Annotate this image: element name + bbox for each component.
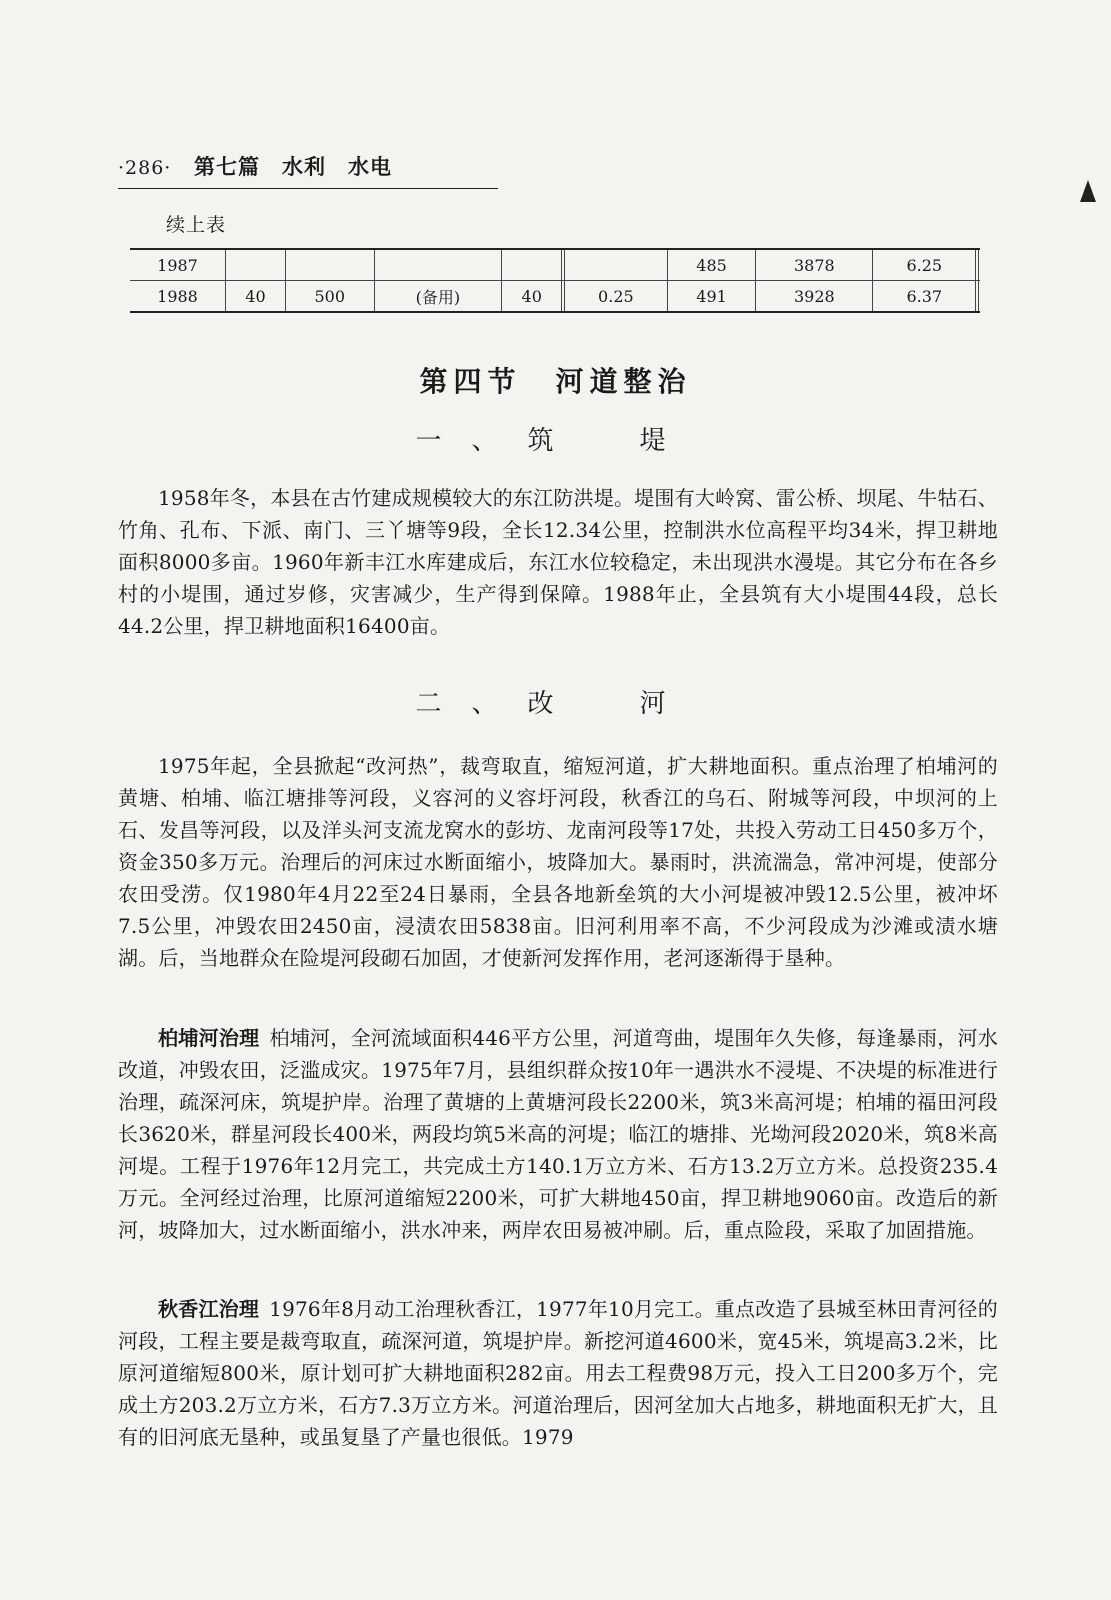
paragraph-lead-qiuxiang: 秋香江治理 — [158, 1297, 260, 1321]
table-cell — [564, 249, 667, 281]
table-row — [130, 249, 980, 281]
table-row — [130, 281, 980, 313]
paragraph-qiuxiang-river — [118, 1293, 998, 1453]
table-cell: 6.25 — [873, 249, 976, 281]
paragraph-river-diversion: 1975年起，全县掀起“改河热”，裁弯取直，缩短河道，扩大耕地面积。重点治理了柏埔河的黄塘、柏埔、临江塘排等河段，义容河的义容圩河段，秋香江的乌石、附城等河段，中坝河的上石、发昌等河段，以及洋头河支流龙窝水的彭坊、龙南河段等17处，共投入劳动工日450多万个，资金350多万元。治理后的河床过水断面缩小，坡降加大。暴雨时，洪流湍急，常冲河堤，使部分农田受涝。仅1980年4月22至24日暴雨，全县各地新垒筑的大小河堤被冲毁12.5公里，被冲坏7.5公里，冲毁农田2450亩，浸渍农田5838亩。旧河利用率不高，不少河段成为沙滩或渍水塘湖。后，当地群众在险堤河段砌石加固，才使新河发挥作用，老河逐渐得于垦种。 — [118, 754, 998, 970]
table-cell — [374, 249, 502, 281]
subsection-title-river-diversion: 二、改 河 — [415, 689, 696, 719]
table-cell: 3878 — [756, 249, 873, 281]
table-cell: 40 — [502, 281, 562, 313]
paragraph-lead-baipu: 柏埔河治理 — [158, 1026, 260, 1050]
table-cell: 6.37 — [873, 281, 976, 313]
table-cell: 1988 — [130, 281, 226, 313]
table-cell: 500 — [285, 281, 374, 313]
table-cell: 3928 — [756, 281, 873, 313]
table-cell — [979, 281, 981, 313]
chapter-title: 第七篇 水利 水电 — [194, 154, 393, 179]
table-cell — [226, 249, 286, 281]
table-cell — [979, 249, 981, 281]
running-header — [118, 152, 498, 189]
paragraph-body-qiuxiang: 1976年8月动工治理秋香江，1977年10月完工。重点改造了县城至林田青河径的河段，工程主要是裁弯取直，疏深河道，筑堤护岸。新挖河道4600米，宽45米，筑堤高3.2米，比原河道缩短800米，原计划可扩大耕地面积282亩。用去工程费98万元，投入工日200多万个，完成土方203.2万立方米，石方7.3万立方米。河道治理后，因河坌加大占地多，耕地面积无扩大，且有的旧河底无垦种，或虽复垦了产量也很低。1979 — [118, 1297, 998, 1449]
page-number: ·286· — [118, 157, 172, 179]
table-cell: 1987 — [130, 249, 226, 281]
data-table — [130, 248, 980, 313]
paragraph-embankment: 1958年冬，本县在古竹建成规模较大的东江防洪堤。堤围有大岭窝、雷公桥、坝尾、牛牯石、竹角、孔布、下派、南门、三丫塘等9段，全长12.34公里，控制洪水位高程平均34米，捍卫耕地面积8000多亩。1960年新丰江水库建成后，东江水位较稳定，未出现洪水漫堤。其它分布在各乡村的小堤围，通过岁修，灾害减少，生产得到保障。1988年止，全县筑有大小堤围44段，总长44.2公里，捍卫耕地面积16400亩。 — [118, 486, 998, 638]
paragraph-baipu-river — [118, 1022, 998, 1246]
table-cell — [502, 249, 562, 281]
subsection-title-embankment: 一、筑 堤 — [415, 426, 696, 456]
table-cell: 491 — [667, 281, 756, 313]
table-cell: 485 — [667, 249, 756, 281]
table-cell — [285, 249, 374, 281]
page-edge-mark — [1080, 180, 1096, 202]
table-continued-label: 续上表 — [166, 214, 227, 236]
table-cell: (备用) — [374, 281, 502, 313]
table-cell: 0.25 — [564, 281, 667, 313]
paragraph-body-baipu: 柏埔河，全河流域面积446平方公里，河道弯曲，堤围年久失修，每逢暴雨，河水改道，冲毁农田，泛滥成灾。1975年7月，县组织群众按10年一遇洪水不浸堤、不决堤的标准进行治理，疏深河床，筑堤护岸。治理了黄塘的上黄塘河段长2200米，筑3米高河堤；柏埔的福田河段长3620米，群星河段长400米，两段均筑5米高的河堤；临江的塘排、光坳河段2020米，筑8米高河堤。工程于1976年12月完工，共完成土方140.1万立方米、石方13.2万立方米。总投资235.4万元。全河经过治理，比原河道缩短2200米，可扩大耕地450亩，捍卫耕地9060亩。改造后的新河，坡降加大，过水断面缩小，洪水冲来，两岸农田易被冲刷。后，重点险段，采取了加固措施。 — [118, 1026, 999, 1242]
table-cell: 40 — [226, 281, 286, 313]
section-title: 第四节 河道整治 — [419, 365, 692, 398]
